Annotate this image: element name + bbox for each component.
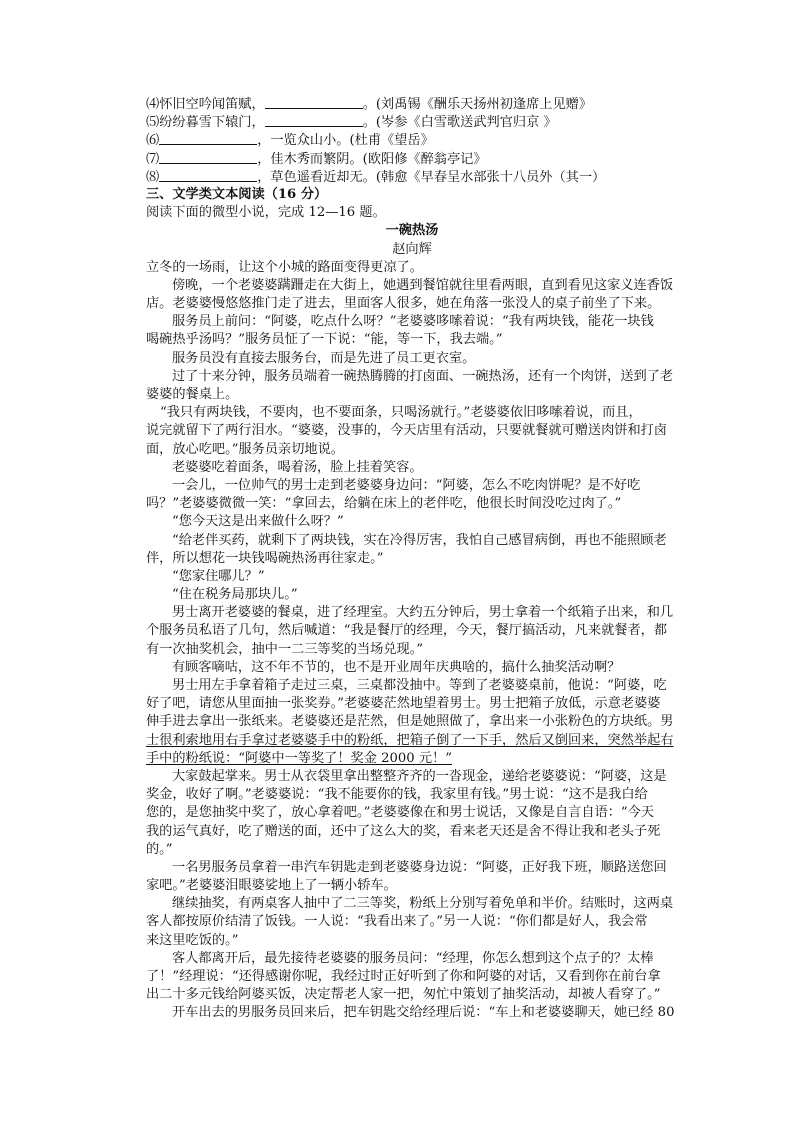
story-line: 客人都离开后，最先接待老婆婆的服务员问：“经理，你怎么想到这个点子的？太棒	[172, 950, 654, 966]
story-line: 一名男服务员拿着一串汽车钥匙走到老婆婆身边说：“阿婆，正好我下班，顺路送您回	[172, 859, 667, 875]
story-line: 服务员上前问：“阿婆，吃点什么呀？”老婆婆哆嗦着说：“我有两块钱，能花一块钱	[172, 314, 654, 330]
story-title: 一碗热汤	[385, 223, 439, 239]
underlined-story-line: 士很利索地用右手拿过老婆婆手中的粉纸，把箱子倒了一下手，然后又倒回来，突然举起右	[146, 732, 674, 748]
story-line: 男士离开老婆婆的餐桌，进了经理室。大约五分钟后，男士拿着一个纸箱子出来，和几	[172, 605, 674, 621]
story-line: 了！”经理说：“还得感谢你呢，我经过时正好听到了你和阿婆的对话，又看到你在前台拿	[146, 969, 661, 984]
section-heading: 三、文学类文本阅读（16 分）	[146, 186, 328, 202]
item-source: ，一览众山小。(杜甫《望岳》	[257, 133, 434, 149]
fill-in-item-7	[146, 150, 678, 168]
answer-blank[interactable]	[265, 113, 363, 127]
story-line: 男士用左手拿着箱子走过三桌，三桌都没抽中。等到了老婆婆桌前，他说：“阿婆，吃	[172, 678, 667, 693]
story-line: 过了十来分钟，服务员端着一碗热腾腾的打卤面、一碗热汤，还有一个肉饼，送到了老	[172, 368, 674, 384]
story-line: 开车出去的男服务员回来后，把车钥匙交给经理后说：“车上和老婆婆聊天，她已经 80	[172, 1005, 675, 1021]
story-line: 说完就留下了两行泪水。“婆婆，没事的，今天店里有活动，只要就餐就可赠送肉饼和打卤	[146, 423, 668, 439]
item-source: 。(刘禹锡《酬乐天扬州初逢席上见赠》	[362, 97, 593, 112]
story-line: 奖金，收好了啊。”老婆婆说：“我不能要你的钱，我家里有钱。”男士说：“这不是我白给	[146, 787, 648, 803]
fill-in-item-6	[146, 131, 678, 149]
story-line: 客人都按原价结清了饭钱。一人说：“我看出来了。”另一人说：“你们都是好人，我会常	[146, 914, 648, 930]
fill-in-item-5	[146, 113, 678, 131]
answer-blank[interactable]	[159, 168, 257, 182]
item-source: ，草色遥看近却无。(韩愈《早春呈水部张十八员外（其一）	[257, 169, 606, 185]
story-line: “给老伴买药，就剩下了两块钱，实在冷得厉害，我怕自己感冒病倒，再也不能照顾老	[172, 532, 667, 548]
story-line: 家吧。”老婆婆泪眼婆娑地上了一辆小轿车。	[146, 878, 397, 894]
item-source: 。(岑参《白雪歌送武判官归京 》	[362, 115, 557, 131]
story-line: 面，放心吃吧。”服务员亲切地说。	[146, 441, 344, 457]
fill-in-item-4	[146, 95, 678, 113]
story-line: 我的运气真好，吃了赠送的面，还中了这么大的奖，看来老天还是舍不得让我和老头子死	[146, 823, 661, 839]
story-line: 个服务员私语了几句，然后喊道：“我是餐厅的经理，今天，餐厅搞活动，凡来就餐者，都	[146, 623, 668, 639]
story-line: “我只有两块钱，不要肉，也不要面条，只喝汤就行。”老婆婆依旧哆嗦着说，而且，	[160, 405, 642, 421]
item-source: ，佳木秀而繁阴。(欧阳修《醉翁亭记》	[257, 151, 487, 167]
story-line: 立冬的一场雨，让这个小城的路面变得更凉了。	[146, 259, 423, 275]
reading-instruction: 阅读下面的微型小说，完成 12—16 题。	[146, 205, 386, 221]
story-line: 有顾客嘀咕，这不年不节的，也不是开业周年庆典啥的，搞什么抽奖活动啊？	[172, 659, 621, 675]
exam-page	[146, 95, 678, 1023]
story-author: 赵向辉	[392, 241, 432, 257]
fill-in-item-8	[146, 168, 678, 186]
story-line: “您今天这是出来做什么呀？”	[172, 514, 344, 530]
item-number: ⑷	[146, 97, 160, 112]
answer-blank[interactable]	[265, 95, 363, 109]
story-line: 服务员没有直接去服务台，而是先进了员工更衣室。	[172, 350, 476, 366]
answer-blank[interactable]	[159, 131, 257, 145]
story-line: 喝碗热乎汤吗？”服务员怔了一下说：“能，等一下，我去端。”	[146, 332, 503, 348]
story-line: 老婆婆吃着面条，喝着汤，脸上挂着笑容。	[172, 459, 423, 475]
story-line: 出二十多元钱给阿婆买饭，决定帮老人家一把，匆忙中策划了抽奖活动，却被人看穿了。”	[146, 987, 661, 1003]
story-line: 伸手进去拿出一张纸来。老婆婆还是茫然，但是她照做了，拿出来一小张粉色的方块纸。男	[146, 714, 674, 730]
item-prefix: 怀旧空吟闻笛赋，	[159, 97, 265, 112]
item-number: ⑸	[146, 115, 160, 131]
story-line: 吗？”老婆婆微微一笑：“拿回去，给躺在床上的老伴吃，他很长时间没吃过肉了。”	[146, 496, 622, 512]
answer-blank[interactable]	[159, 150, 257, 164]
item-number: ⑹	[146, 133, 160, 149]
item-number: ⑺	[146, 151, 160, 167]
story-line: 您的，是您抽奖中奖了，放心拿着吧。”老婆婆像在和男士说话，又像是自言自语：“今天	[146, 805, 655, 821]
story-line: 好了吧，请您从里面抽一张奖券。”老婆婆茫然地望着男士。男士把箱子放低，示意老婆婆	[146, 696, 661, 712]
story-line: 的。”	[146, 841, 173, 857]
story-line: 伴，所以想花一块钱喝碗热汤再往家走。”	[146, 550, 384, 566]
story-line: 大家鼓起掌来。男士从衣袋里拿出整整齐齐的一沓现金，递给老婆婆说：“阿婆，这是	[172, 768, 667, 784]
underlined-story-line: 手中的粉纸说：“阿婆中一等奖了！奖金 2000 元！”	[146, 750, 452, 766]
story-line: 有一次抽奖机会，抽中一二三等奖的当场兑现。”	[146, 641, 424, 657]
item-prefix: 纷纷暮雪下辕门，	[159, 115, 265, 131]
story-line: “您家住哪儿？”	[172, 568, 265, 584]
story-line: 一会儿，一位帅气的男士走到老婆婆身边问：“阿婆，怎么不吃肉饼呢？是不好吃	[172, 477, 641, 493]
story-line: 店。老婆婆慢悠悠推门走了进去，里面客人很多，她在角落一张没人的桌子前坐了下来。	[146, 296, 661, 312]
story-line: 来这里吃饭的。”	[146, 932, 239, 948]
item-number: ⑻	[146, 169, 160, 185]
story-line: 继续抽奖，有两桌客人抽中了二三等奖，粉纸上分别写着免单和半价。结账时，这两桌	[172, 896, 674, 912]
story-line: 傍晚，一个老婆婆蹒跚走在大街上，她遇到餐馆就往里看两眼，直到看见这家义连香饭	[172, 277, 674, 293]
story-line: “住在税务局那块儿。”	[172, 587, 298, 603]
story-line: 婆婆的餐桌上。	[146, 387, 239, 402]
